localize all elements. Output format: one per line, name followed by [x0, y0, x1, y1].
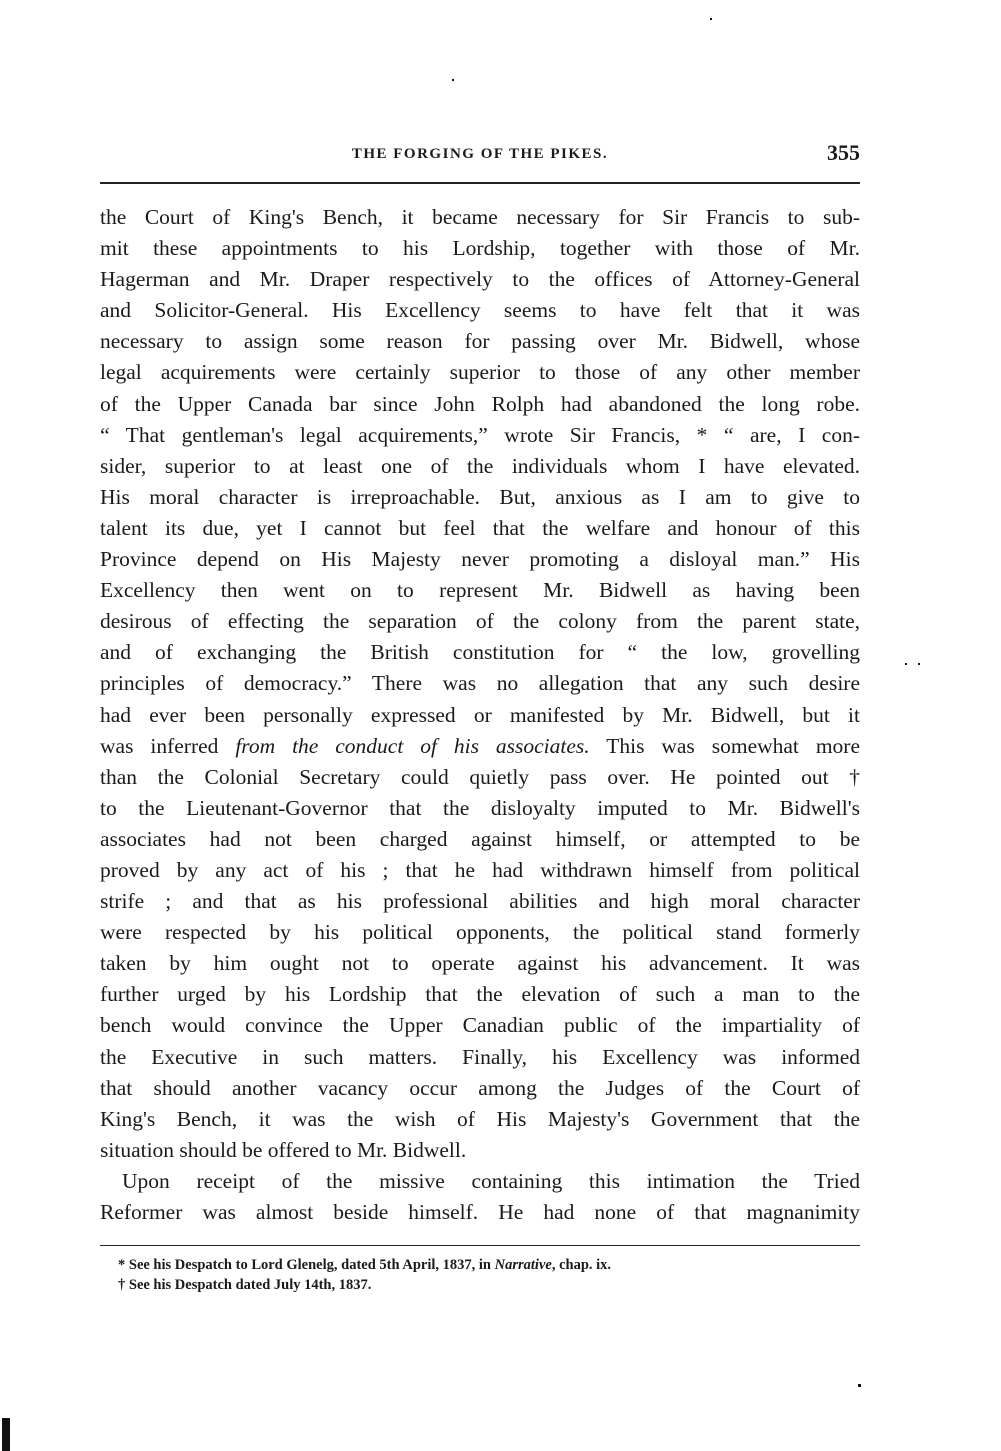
- text-line: legal acquirements were certainly superior to those of any other member: [100, 360, 860, 385]
- text-line: sider, superior to at least one of the individuals whom I have elevated.: [100, 453, 860, 478]
- footnotes: [118, 1255, 838, 1295]
- text-line: associates had not been charged against himself, or attempted to be: [100, 826, 860, 851]
- text-line: principles of democracy.” There was no allegation that any such desire: [100, 671, 860, 696]
- footnote-rule: [100, 1245, 860, 1246]
- text-line: and Solicitor-General. His Excellency seems to have felt that it was: [100, 298, 860, 323]
- scan-speck: [858, 1384, 861, 1387]
- page-header: [100, 140, 860, 170]
- text-line: strife ; and that as his professional abilities and high moral character: [100, 889, 860, 914]
- text-line: that should another vacancy occur among the Judges of the Court of: [100, 1075, 860, 1100]
- text-line: situation should be offered to Mr. Bidwell.: [100, 1137, 467, 1162]
- running-head: THE FORGING OF THE PIKES.: [351, 146, 609, 162]
- text-line: Reformer was almost beside himself. He had none of that magnanimity: [100, 1200, 860, 1224]
- text-line: and of exchanging the British constitution for “ the low, grovelling: [100, 640, 860, 665]
- footnote-title: Narrative: [494, 1257, 552, 1273]
- scan-speck: [905, 663, 907, 665]
- text-line: King's Bench, it was the wish of His Majesty's Government that the: [100, 1106, 860, 1131]
- text-line: Upon receipt of the missive containing this intimation the Tried: [122, 1168, 860, 1193]
- text-segment: was inferred: [100, 733, 236, 758]
- text-line: talent its due, yet I cannot but feel that the welfare and honour of this: [100, 515, 860, 540]
- text-line: to the Lieutenant-Governor that the disloyalty imputed to Mr. Bidwell's: [100, 795, 860, 820]
- text-line: mit these appointments to his Lordship, together with those of Mr.: [100, 236, 860, 261]
- text-line: His moral character is irreproachable. But, anxious as I am to give to: [100, 484, 860, 509]
- text-line: “ That gentleman's legal acquirements,” wrote Sir Francis, * “ are, I con-: [100, 422, 860, 447]
- scan-artifact-mark: [2, 1418, 10, 1451]
- footnote: [118, 1255, 838, 1275]
- header-rule: [100, 182, 860, 184]
- page-number: 355: [827, 140, 860, 165]
- text-segment: This was somewhat more: [606, 733, 860, 758]
- body-text: [100, 202, 860, 1228]
- text-line: necessary to assign some reason for passing over Mr. Bidwell, whose: [100, 329, 860, 354]
- scan-speck: [710, 18, 712, 20]
- text-line: desirous of effecting the separation of the colony from the parent state,: [100, 609, 860, 634]
- text-line: Province depend on His Majesty never promoting a disloyal man.” His: [100, 547, 860, 572]
- text-line: the Executive in such matters. Finally, his Excellency was informed: [100, 1044, 860, 1069]
- text-line: than the Colonial Secretary could quietly pass over. He pointed out †: [100, 764, 860, 789]
- text-line-italic: [100, 731, 860, 762]
- italic-phrase: from the conduct of his associates.: [235, 733, 590, 758]
- text-line: the Court of King's Bench, it became necessary for Sir Francis to sub-: [100, 205, 860, 229]
- scan-speck: [452, 79, 454, 81]
- text-line: had ever been personally expressed or manifested by Mr. Bidwell, but it: [100, 702, 860, 727]
- footnote-text: , chap. ix.: [551, 1257, 612, 1273]
- text-line: Hagerman and Mr. Draper respectively to the offices of Attorney-General: [100, 267, 860, 292]
- text-line: bench would convince the Upper Canadian public of the impartiality of: [100, 1013, 860, 1038]
- text-line: of the Upper Canada bar since John Rolph had abandoned the long robe.: [100, 391, 860, 416]
- text-line: proved by any act of his ; that he had withdrawn himself from political: [100, 857, 860, 882]
- scan-speck: [918, 663, 920, 665]
- footnote-text: * See his Despatch to Lord Glenelg, dated 5th April, 1837, in: [118, 1257, 495, 1273]
- text-line: taken by him ought not to operate against his advancement. It was: [100, 951, 860, 976]
- text-line: further urged by his Lordship that the elevation of such a man to the: [100, 982, 860, 1007]
- text-line: were respected by his political opponents, the political stand formerly: [100, 920, 860, 945]
- footnote: † See his Despatch dated July 14th, 1837.: [118, 1277, 372, 1293]
- text-line: Excellency then went on to represent Mr. Bidwell as having been: [100, 578, 860, 603]
